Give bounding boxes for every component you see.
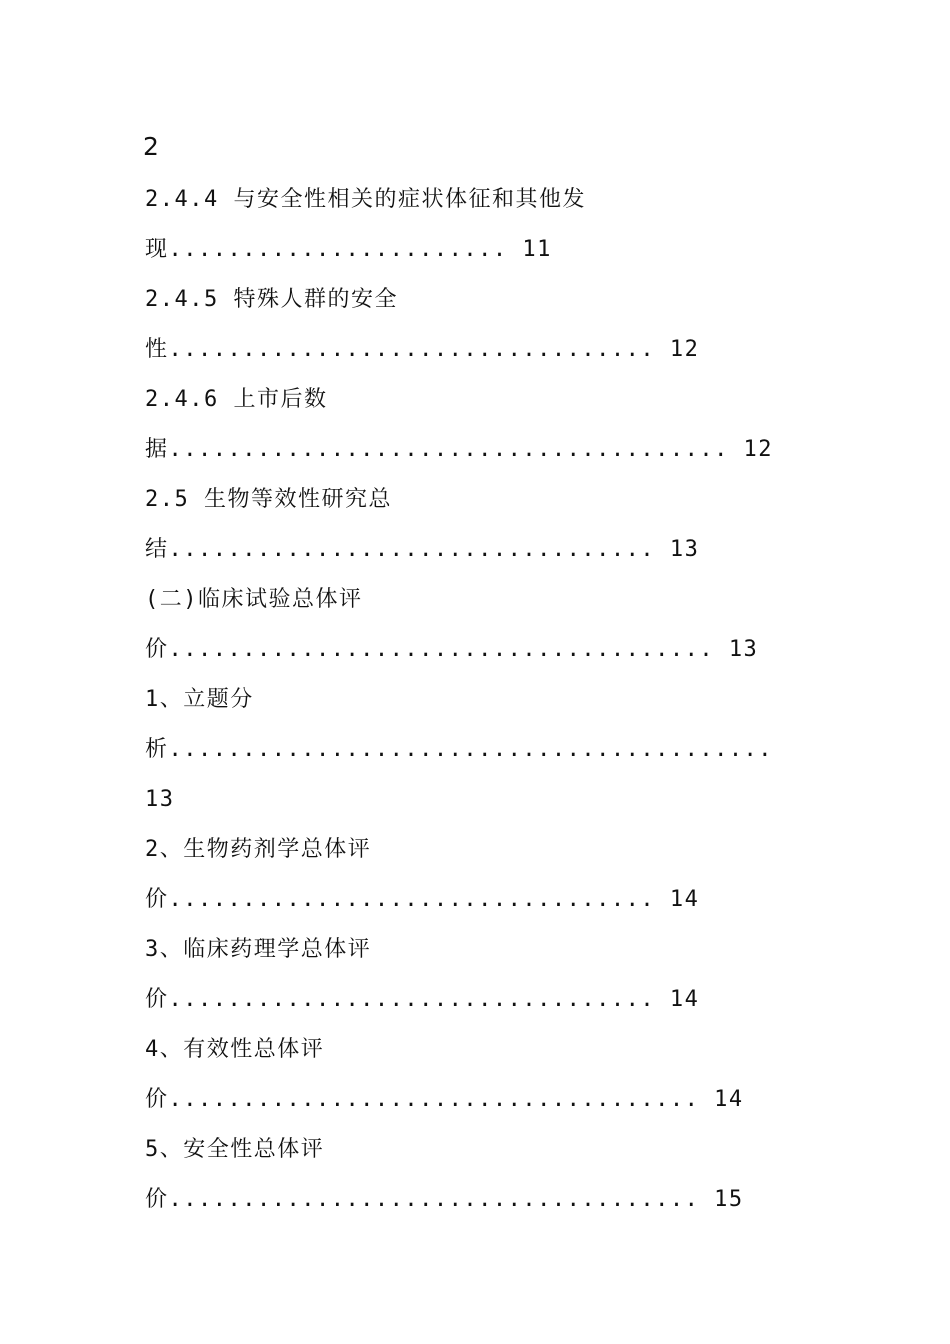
toc-entry-title: (二)临床试验总体评 bbox=[145, 587, 363, 612]
toc-entry-title: 2.5 生物等效性研究总 bbox=[145, 487, 392, 512]
toc-entry-leader: 析......................................... bbox=[145, 737, 774, 762]
toc-entry-leader: 价................................. 14 bbox=[145, 987, 700, 1012]
toc-entry-leader: 据...................................... 12 bbox=[145, 437, 774, 462]
toc-entry-title: 3、临床药理学总体评 bbox=[145, 937, 372, 962]
toc-entry-leader: 性................................. 12 bbox=[145, 337, 700, 362]
toc-entry-leader: 价..................................... 13 bbox=[145, 637, 759, 662]
toc-entry-leader: 结................................. 13 bbox=[145, 537, 700, 562]
page-marker: 2 bbox=[143, 132, 159, 161]
toc-entry-title: 2.4.5 特殊人群的安全 bbox=[145, 287, 398, 312]
toc-entry-title: 5、安全性总体评 bbox=[145, 1137, 325, 1162]
toc-entry-title: 4、有效性总体评 bbox=[145, 1037, 325, 1062]
toc-entry-title: 2、生物药剂学总体评 bbox=[145, 837, 372, 862]
toc-entry-leader: 价.................................... 14 bbox=[145, 1087, 744, 1112]
toc-entry-title: 2.4.6 上市后数 bbox=[145, 387, 328, 412]
toc-entry-leader: 价.................................... 15 bbox=[145, 1187, 744, 1212]
toc-entry-page-number: 13 bbox=[145, 787, 175, 812]
toc-entry-title: 2.4.4 与安全性相关的症状体征和其他发 bbox=[145, 187, 586, 212]
toc-entry-leader: 现....................... 11 bbox=[145, 237, 552, 262]
toc-entry-leader: 价................................. 14 bbox=[145, 887, 700, 912]
toc-entry-title: 1、立题分 bbox=[145, 687, 254, 712]
